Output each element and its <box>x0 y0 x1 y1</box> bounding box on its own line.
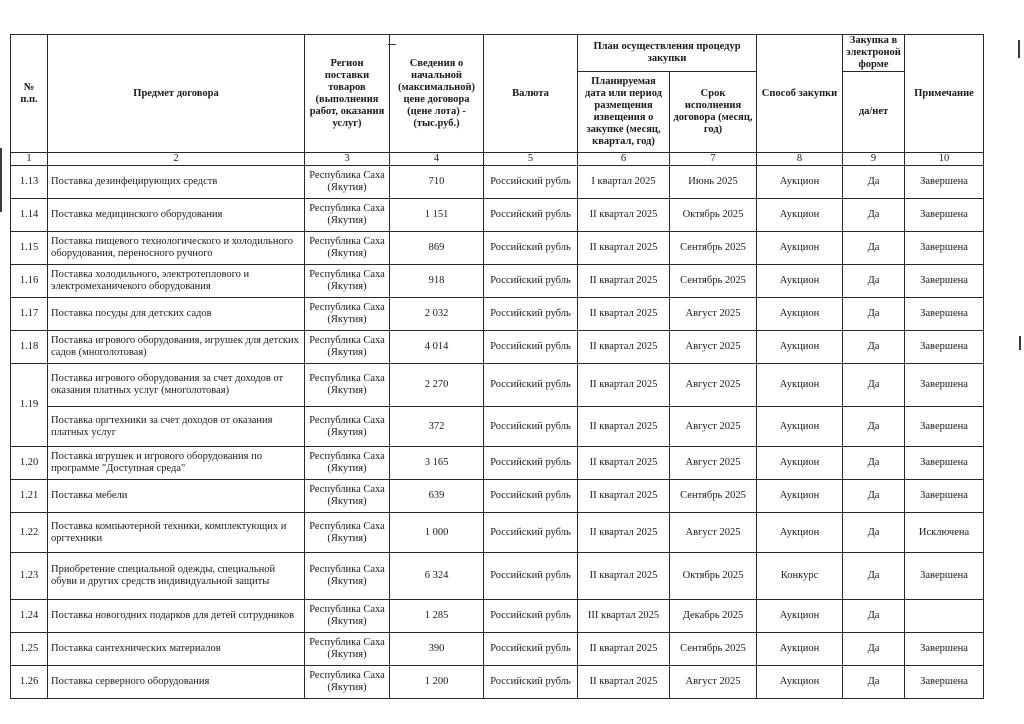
method-cell: Аукцион <box>757 232 843 265</box>
subject-cell: Поставка компьютерной техники, комплектующих и оргтехники <box>48 513 305 553</box>
procurement-plan-sheet <box>10 34 984 699</box>
plan-term-cell: Август 2025 <box>670 666 757 699</box>
price-cell: 2 270 <box>390 364 484 407</box>
currency-cell: Российский рубль <box>484 513 578 553</box>
plan-term-cell: Август 2025 <box>670 331 757 364</box>
header-currency: Валюта <box>484 35 578 153</box>
electronic-cell: Да <box>843 633 905 666</box>
electronic-cell: Да <box>843 232 905 265</box>
method-cell: Аукцион <box>757 600 843 633</box>
note-cell: Завершена <box>905 553 984 600</box>
row-number-cell: 1.21 <box>11 480 48 513</box>
method-cell: Аукцион <box>757 166 843 199</box>
subject-cell: Поставка дезинфецирующих средств <box>48 166 305 199</box>
plan-date-cell: II квартал 2025 <box>578 633 670 666</box>
region-cell: Республика Саха (Якутия) <box>305 407 390 447</box>
electronic-cell: Да <box>843 447 905 480</box>
table-row <box>11 166 984 199</box>
region-cell: Республика Саха (Якутия) <box>305 600 390 633</box>
plan-date-cell: II квартал 2025 <box>578 232 670 265</box>
electronic-cell: Да <box>843 199 905 232</box>
price-cell: 710 <box>390 166 484 199</box>
row-number-cell: 1.20 <box>11 447 48 480</box>
plan-term-cell: Декабрь 2025 <box>670 600 757 633</box>
note-cell: Завершена <box>905 447 984 480</box>
header-plan-date: Планируемая дата или период размещения извещения о закупке (месяц, квартал, год) <box>578 72 670 153</box>
table-row <box>11 513 984 553</box>
plan-term-cell: Август 2025 <box>670 298 757 331</box>
method-cell: Аукцион <box>757 265 843 298</box>
note-cell: Завершена <box>905 633 984 666</box>
electronic-cell: Да <box>843 298 905 331</box>
subject-cell: Поставка серверного оборудования <box>48 666 305 699</box>
plan-date-cell: II квартал 2025 <box>578 298 670 331</box>
price-cell: 1 000 <box>390 513 484 553</box>
subject-cell: Поставка оргтехники за счет доходов от оказания платных услуг <box>48 407 305 447</box>
plan-term-cell: Август 2025 <box>670 447 757 480</box>
plan-date-cell: I квартал 2025 <box>578 166 670 199</box>
method-cell: Аукцион <box>757 364 843 407</box>
currency-cell: Российский рубль <box>484 199 578 232</box>
table-row <box>11 298 984 331</box>
note-cell: Завершена <box>905 480 984 513</box>
currency-cell: Российский рубль <box>484 666 578 699</box>
currency-cell: Российский рубль <box>484 298 578 331</box>
note-cell: Завершена <box>905 199 984 232</box>
note-cell: Завершена <box>905 364 984 407</box>
table-row <box>11 633 984 666</box>
price-cell: 4 014 <box>390 331 484 364</box>
plan-term-cell: Сентябрь 2025 <box>670 633 757 666</box>
column-number: 3 <box>305 153 390 166</box>
note-cell: Завершена <box>905 666 984 699</box>
row-number-cell: 1.26 <box>11 666 48 699</box>
method-cell: Аукцион <box>757 407 843 447</box>
scan-edge-mark <box>1018 40 1020 58</box>
header-region: Регион поставки товаров (выполнения работ, оказания услуг) <box>305 35 390 153</box>
column-number: 8 <box>757 153 843 166</box>
method-cell: Аукцион <box>757 480 843 513</box>
table-row <box>11 600 984 633</box>
plan-term-cell: Сентябрь 2025 <box>670 232 757 265</box>
electronic-cell: Да <box>843 480 905 513</box>
subject-cell: Приобретение специальной одежды, специальной обуви и других средств индивидуальной защиты <box>48 553 305 600</box>
column-number: 5 <box>484 153 578 166</box>
plan-term-cell: Сентябрь 2025 <box>670 265 757 298</box>
region-cell: Республика Саха (Якутия) <box>305 513 390 553</box>
region-cell: Республика Саха (Якутия) <box>305 265 390 298</box>
table-row <box>11 553 984 600</box>
subject-cell: Поставка игрушек и игрового оборудования по программе "Доступная среда" <box>48 447 305 480</box>
currency-cell: Российский рубль <box>484 553 578 600</box>
note-cell: Завершена <box>905 298 984 331</box>
subject-cell: Поставка игрового оборудования за счет доходов от оказания платных услуг (многолотовая) <box>48 364 305 407</box>
electronic-cell: Да <box>843 265 905 298</box>
procurement-plan-table <box>10 34 984 699</box>
column-number: 2 <box>48 153 305 166</box>
note-cell: Завершена <box>905 331 984 364</box>
plan-date-cell: II квартал 2025 <box>578 407 670 447</box>
plan-term-cell: Октябрь 2025 <box>670 553 757 600</box>
region-cell: Республика Саха (Якутия) <box>305 298 390 331</box>
row-number-cell: 1.24 <box>11 600 48 633</box>
plan-date-cell: II квартал 2025 <box>578 199 670 232</box>
currency-cell: Российский рубль <box>484 600 578 633</box>
table-row <box>11 480 984 513</box>
electronic-cell: Да <box>843 513 905 553</box>
price-cell: 918 <box>390 265 484 298</box>
method-cell: Аукцион <box>757 513 843 553</box>
region-cell: Республика Саха (Якутия) <box>305 199 390 232</box>
header-electronic: Закупка в электроной форме <box>843 35 905 72</box>
header-price: Сведения о начальной (максимальной) цене договора (цене лота) - (тыс.руб.) <box>390 35 484 153</box>
currency-cell: Российский рубль <box>484 480 578 513</box>
electronic-cell: Да <box>843 600 905 633</box>
row-number-cell: 1.16 <box>11 265 48 298</box>
column-number: 1 <box>11 153 48 166</box>
method-cell: Аукцион <box>757 298 843 331</box>
header-plan: План осуществления процедур закупки <box>578 35 757 72</box>
subject-cell: Поставка сантехнических материалов <box>48 633 305 666</box>
method-cell: Аукцион <box>757 331 843 364</box>
header-plan-term: Срок исполнения договора (месяц, год) <box>670 72 757 153</box>
electronic-cell: Да <box>843 364 905 407</box>
price-cell: 869 <box>390 232 484 265</box>
method-cell: Конкурс <box>757 553 843 600</box>
region-cell: Республика Саха (Якутия) <box>305 364 390 407</box>
price-cell: 1 285 <box>390 600 484 633</box>
method-cell: Аукцион <box>757 447 843 480</box>
currency-cell: Российский рубль <box>484 364 578 407</box>
electronic-cell: Да <box>843 331 905 364</box>
scan-edge-mark <box>0 148 2 212</box>
method-cell: Аукцион <box>757 633 843 666</box>
price-cell: 6 324 <box>390 553 484 600</box>
price-cell: 639 <box>390 480 484 513</box>
region-cell: Республика Саха (Якутия) <box>305 331 390 364</box>
currency-cell: Российский рубль <box>484 407 578 447</box>
row-number-cell: 1.25 <box>11 633 48 666</box>
row-number-cell: 1.13 <box>11 166 48 199</box>
table-row <box>11 447 984 480</box>
plan-date-cell: II квартал 2025 <box>578 331 670 364</box>
note-cell: Завершена <box>905 265 984 298</box>
column-number: 6 <box>578 153 670 166</box>
table-row <box>11 232 984 265</box>
currency-cell: Российский рубль <box>484 265 578 298</box>
subject-cell: Поставка посуды для детских садов <box>48 298 305 331</box>
header-num: № п.п. <box>11 35 48 153</box>
plan-date-cell: II квартал 2025 <box>578 553 670 600</box>
row-number-cell: 1.15 <box>11 232 48 265</box>
plan-date-cell: II квартал 2025 <box>578 447 670 480</box>
region-cell: Республика Саха (Якутия) <box>305 447 390 480</box>
price-cell: 2 032 <box>390 298 484 331</box>
note-cell <box>905 600 984 633</box>
price-cell: 390 <box>390 633 484 666</box>
row-number-cell: 1.23 <box>11 553 48 600</box>
region-cell: Республика Саха (Якутия) <box>305 666 390 699</box>
table-row <box>11 265 984 298</box>
plan-date-cell: II квартал 2025 <box>578 364 670 407</box>
plan-date-cell: II квартал 2025 <box>578 480 670 513</box>
note-cell: Завершена <box>905 407 984 447</box>
scan-edge-mark <box>1019 336 1021 350</box>
row-number-cell: 1.14 <box>11 199 48 232</box>
plan-term-cell: Октябрь 2025 <box>670 199 757 232</box>
price-cell: 372 <box>390 407 484 447</box>
currency-cell: Российский рубль <box>484 633 578 666</box>
currency-cell: Российский рубль <box>484 232 578 265</box>
method-cell: Аукцион <box>757 199 843 232</box>
currency-cell: Российский рубль <box>484 331 578 364</box>
price-cell: 1 151 <box>390 199 484 232</box>
table-row <box>11 666 984 699</box>
header-method: Способ закупки <box>757 35 843 153</box>
note-cell: Завершена <box>905 166 984 199</box>
row-number-cell: 1.17 <box>11 298 48 331</box>
currency-cell: Российский рубль <box>484 447 578 480</box>
electronic-cell: Да <box>843 166 905 199</box>
row-number-cell: 1.18 <box>11 331 48 364</box>
region-cell: Республика Саха (Якутия) <box>305 633 390 666</box>
electronic-cell: Да <box>843 407 905 447</box>
subject-cell: Поставка игрового оборудования, игрушек для детских садов (многолотовая) <box>48 331 305 364</box>
region-cell: Республика Саха (Якутия) <box>305 166 390 199</box>
price-cell: 3 165 <box>390 447 484 480</box>
table-row <box>11 331 984 364</box>
header-subject: Предмет договора <box>48 35 305 153</box>
table-row <box>11 199 984 232</box>
plan-term-cell: Август 2025 <box>670 364 757 407</box>
table-row <box>11 364 984 407</box>
column-number: 4 <box>390 153 484 166</box>
header-note: Примечание <box>905 35 984 153</box>
table-row <box>11 407 984 447</box>
row-number-cell: 1.19 <box>11 364 48 447</box>
row-number-cell: 1.22 <box>11 513 48 553</box>
subject-cell: Поставка мебели <box>48 480 305 513</box>
subject-cell: Поставка пищевого технологического и холодильного оборудования, переносного ручного <box>48 232 305 265</box>
region-cell: Республика Саха (Якутия) <box>305 553 390 600</box>
region-cell: Республика Саха (Якутия) <box>305 480 390 513</box>
column-number: 10 <box>905 153 984 166</box>
plan-term-cell: Август 2025 <box>670 513 757 553</box>
subject-cell: Поставка новогодних подарков для детей сотрудников <box>48 600 305 633</box>
region-cell: Республика Саха (Якутия) <box>305 232 390 265</box>
method-cell: Аукцион <box>757 666 843 699</box>
currency-cell: Российский рубль <box>484 166 578 199</box>
header-electronic-sub: да/нет <box>843 72 905 153</box>
plan-term-cell: Август 2025 <box>670 407 757 447</box>
column-number-row <box>11 153 984 166</box>
subject-cell: Поставка медицинского оборудования <box>48 199 305 232</box>
plan-date-cell: II квартал 2025 <box>578 666 670 699</box>
column-number: 9 <box>843 153 905 166</box>
electronic-cell: Да <box>843 666 905 699</box>
plan-date-cell: II квартал 2025 <box>578 265 670 298</box>
note-cell: Исключена <box>905 513 984 553</box>
column-number: 7 <box>670 153 757 166</box>
plan-term-cell: Сентябрь 2025 <box>670 480 757 513</box>
note-cell: Завершена <box>905 232 984 265</box>
electronic-cell: Да <box>843 553 905 600</box>
plan-date-cell: II квартал 2025 <box>578 513 670 553</box>
subject-cell: Поставка холодильного, электротеплового и электромеханичекого оборудования <box>48 265 305 298</box>
price-cell: 1 200 <box>390 666 484 699</box>
plan-date-cell: III квартал 2025 <box>578 600 670 633</box>
plan-term-cell: Июнь 2025 <box>670 166 757 199</box>
